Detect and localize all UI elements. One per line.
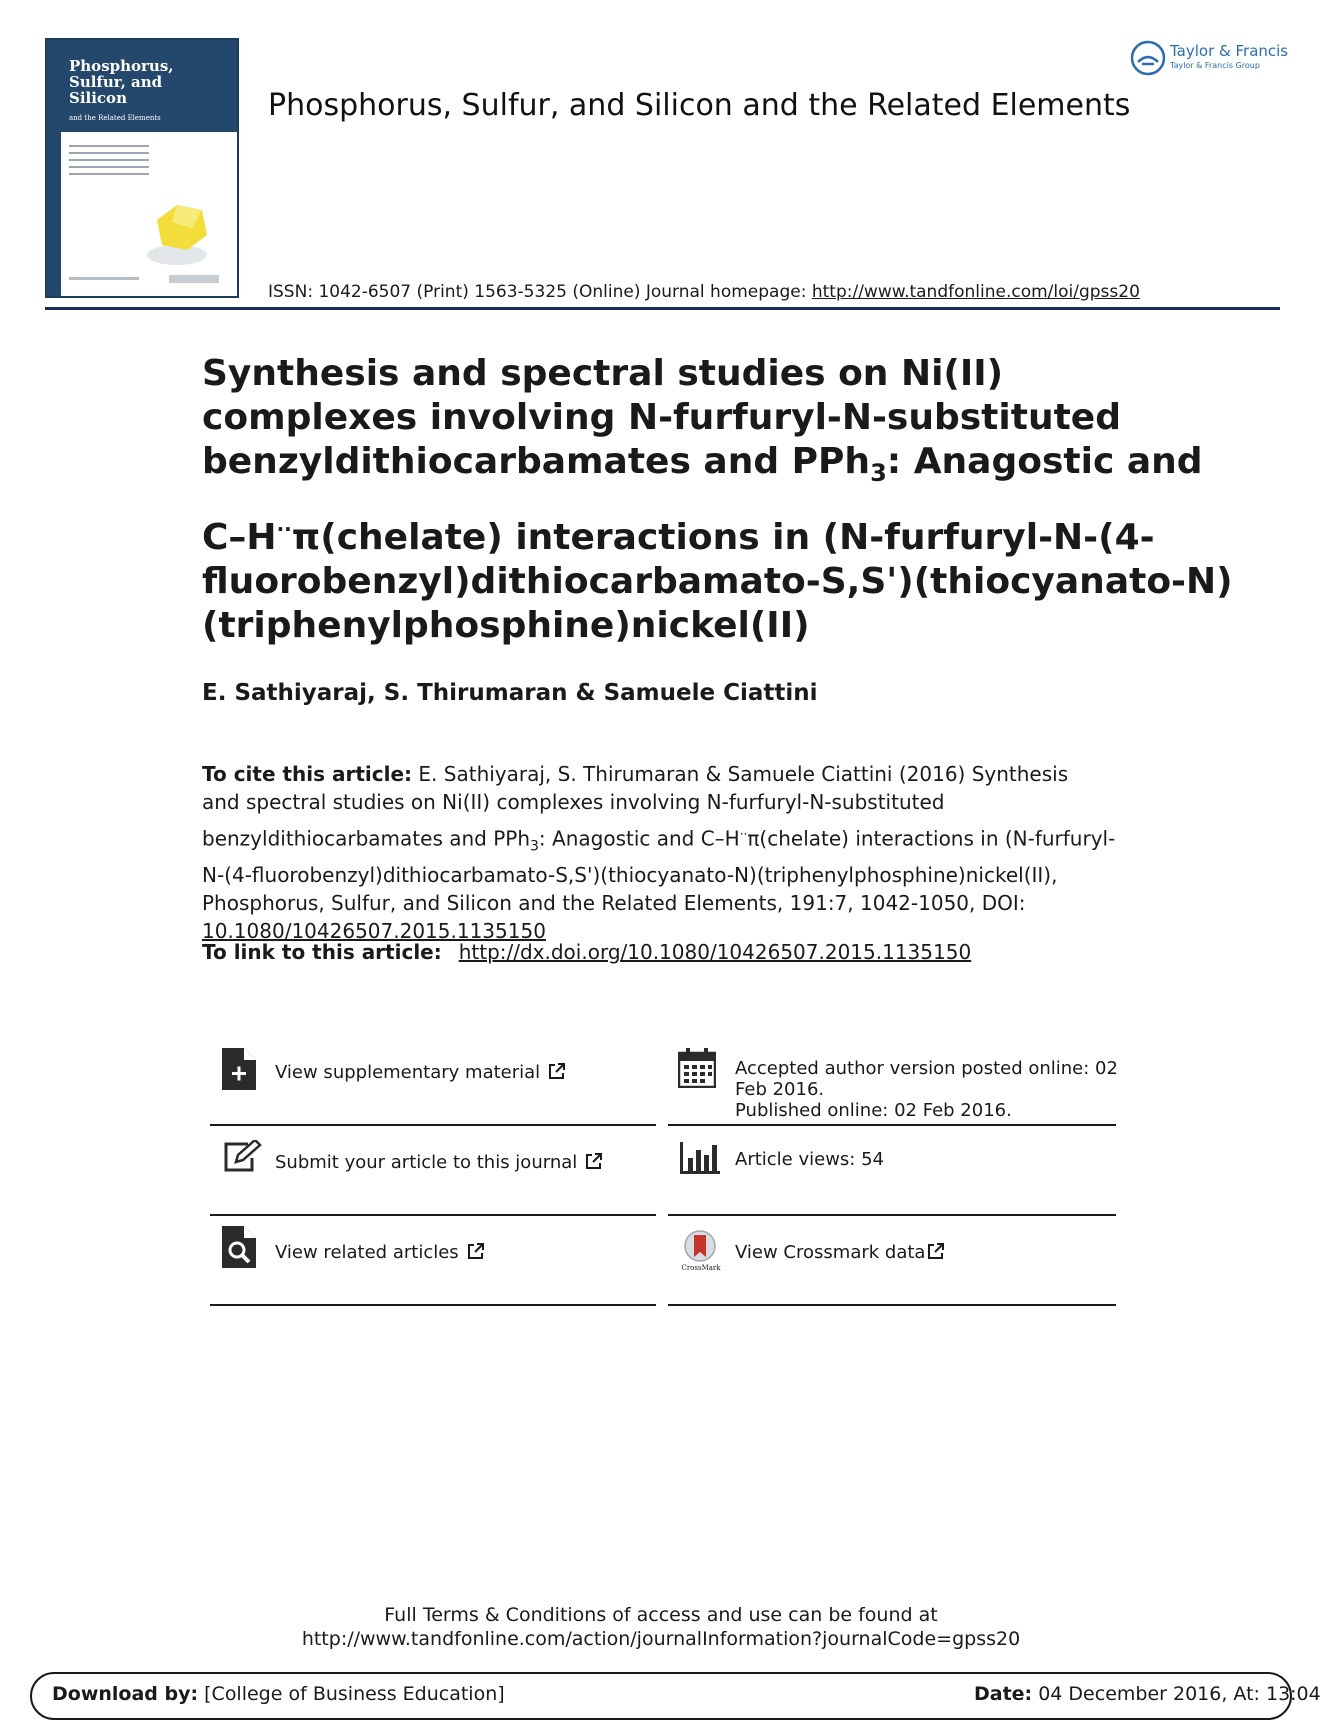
- external-link-icon: [585, 1152, 603, 1170]
- article-title: [202, 352, 1233, 648]
- external-link-icon: [467, 1242, 485, 1260]
- publication-dates: Accepted author version posted online: 02 Feb 2016. Published online: 02 Feb 2016.: [735, 1058, 1118, 1121]
- download-info: Download by: [College of Business Education]: [52, 1683, 505, 1705]
- cover-subtitle: and the Related Elements: [69, 114, 161, 122]
- issn-text: ISSN: 1042-6507 (Print) 1563-5325 (Online) Journal homepage:: [268, 282, 812, 302]
- journal-cover-image: [45, 38, 239, 298]
- title-line-2: complexes involving N-furfuryl-N-substituted: [202, 397, 1121, 438]
- cite-label: To cite this article:: [202, 762, 413, 786]
- view-related-link[interactable]: View related articles: [275, 1242, 485, 1263]
- citation-block: To cite this article: E. Sathiyaraj, S. Thirumaran & Samuele Ciattini (2016) Synthesis and spectral studies on Ni(II) complexes involving N-furfuryl-N-substituted benzyldithiocarbamates and PPh$_3$: Anagostic and C–H··π(chelate) interactions in (N-furfuryl- N-(4-fluorobenzyl)dithiocarbamato-S,S')(thiocyanato-N)(triphenylphosphine)nickel(II), Phosphorus, Sulfur, and Silicon and the Related Elements, 191:7, 1042-1050, DOI: 10.1080/10426507.2015.1135150: [202, 762, 1116, 943]
- title-line-6: (triphenylphosphine)nickel(II): [202, 605, 810, 647]
- title-line-1: Synthesis and spectral studies on Ni(II): [202, 353, 1004, 394]
- calendar-icon: [678, 1048, 716, 1088]
- header-divider: [45, 307, 1280, 310]
- edit-icon: [222, 1140, 262, 1174]
- submit-article-link[interactable]: Submit your article to this journal: [275, 1152, 603, 1173]
- journal-homepage-link[interactable]: http://www.tandfonline.com/loi/gpss20: [811, 282, 1140, 302]
- divider: [210, 1304, 656, 1306]
- divider: [668, 1124, 1116, 1126]
- external-link-icon: [927, 1242, 945, 1260]
- publisher-name: Taylor & Francis: [1170, 42, 1289, 60]
- download-date: Date: 04 December 2016, At: 13:04: [974, 1683, 1321, 1705]
- doi-link[interactable]: 10.1080/10426507.2015.1135150: [202, 918, 546, 943]
- cover-title: Phosphorus, Sulfur, and Silicon: [69, 57, 174, 107]
- terms-url[interactable]: http://www.tandfonline.com/action/journalInformation?journalCode=gpss20: [301, 1628, 1021, 1650]
- article-doi-url[interactable]: http://dx.doi.org/10.1080/10426507.2015.1135150: [458, 940, 972, 964]
- divider: [668, 1304, 1116, 1306]
- title-line-4: C–H··π(chelate) interactions in (N-furfuryl-N-(4-: [202, 517, 1155, 559]
- search-document-icon: [222, 1226, 256, 1268]
- external-link-icon: [548, 1062, 566, 1080]
- authors: E. Sathiyaraj, S. Thirumaran & Samuele Ciattini: [202, 680, 818, 706]
- link-label: To link to this article:: [202, 940, 449, 964]
- title-line-3: benzyldithiocarbamates and PPh$_3$: Anagostic and: [202, 441, 1203, 488]
- publisher-group: Taylor & Francis Group: [1170, 61, 1260, 70]
- divider: [668, 1214, 1116, 1216]
- crossmark-logo-text: CrossMark: [681, 1264, 721, 1272]
- issn-line: [268, 282, 1140, 302]
- crossmark-icon: [680, 1230, 720, 1262]
- taylor-francis-logo-icon: [1130, 40, 1166, 76]
- add-file-icon: [222, 1048, 256, 1090]
- divider: [210, 1214, 656, 1216]
- bar-chart-icon: [680, 1142, 720, 1174]
- link-line: [202, 940, 971, 964]
- title-line-5: fluorobenzyl)dithiocarbamato-S,S')(thiocyanato-N): [202, 561, 1233, 603]
- article-views: Article views: 54: [735, 1149, 884, 1170]
- divider: [210, 1124, 656, 1126]
- view-supplementary-link[interactable]: View supplementary material: [275, 1062, 566, 1083]
- view-crossmark-link[interactable]: View Crossmark data: [735, 1242, 945, 1263]
- journal-title: Phosphorus, Sulfur, and Silicon and the Related Elements: [268, 88, 1131, 123]
- terms-text: Full Terms & Conditions of access and use can be found at: [384, 1604, 938, 1626]
- crystal-icon: [147, 200, 227, 270]
